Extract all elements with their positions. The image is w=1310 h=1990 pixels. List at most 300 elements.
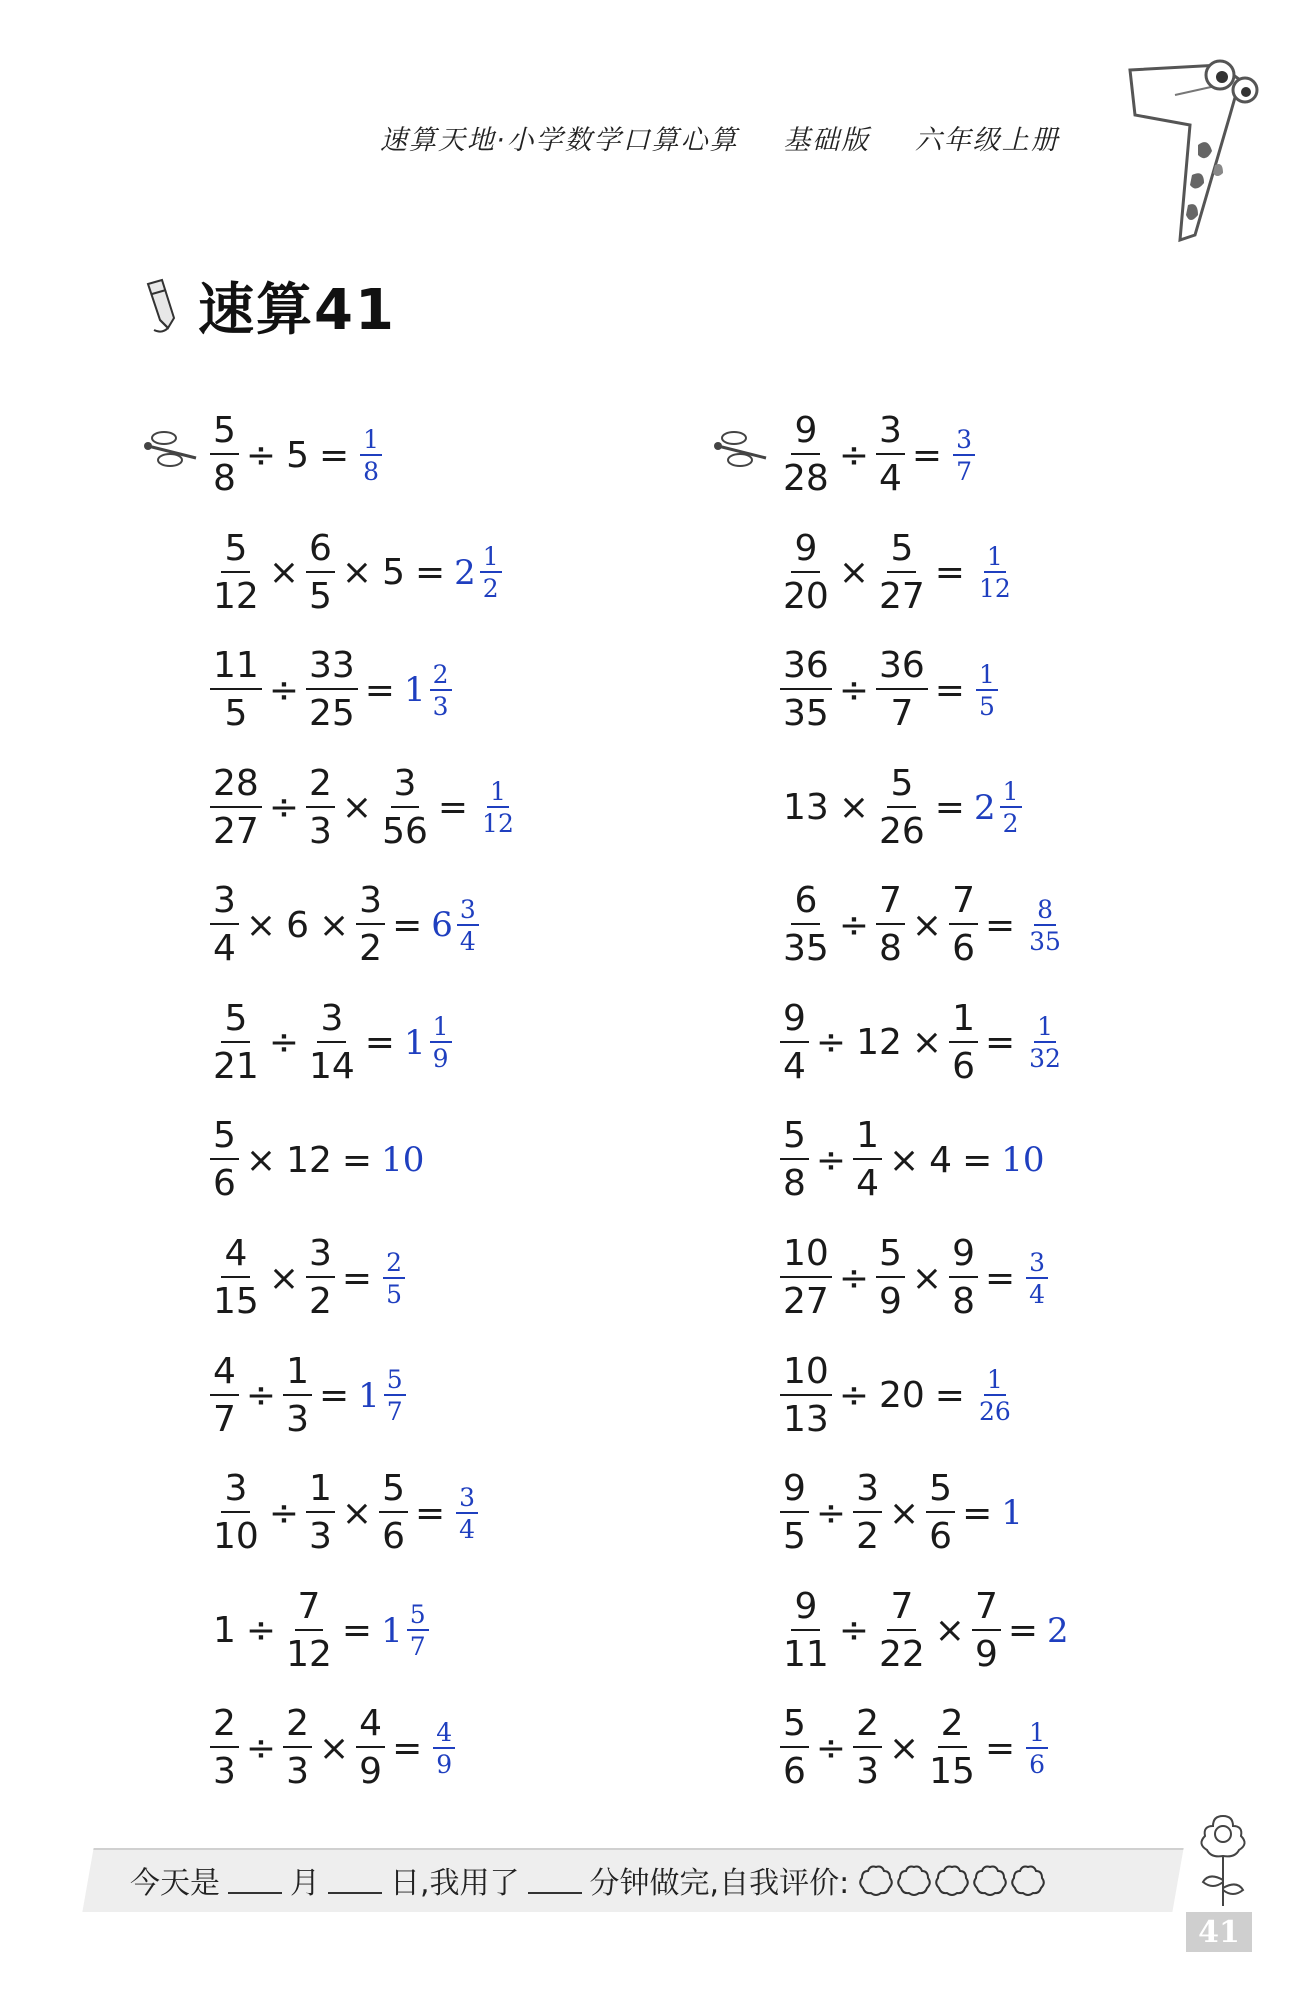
numerator: 9 (791, 531, 820, 573)
fraction (379, 762, 431, 852)
fraction (210, 410, 239, 499)
operator: ÷ (838, 1610, 869, 1652)
fraction (876, 762, 928, 852)
answer (1024, 894, 1066, 956)
operator: ÷ (268, 1022, 299, 1064)
problem-row (208, 753, 519, 863)
numerator: 1 (283, 1354, 312, 1396)
numerator: 5 (926, 1471, 955, 1513)
numerator: 4 (356, 1706, 385, 1748)
answer-fraction (456, 1482, 478, 1544)
operator: = (962, 1139, 993, 1181)
fraction (780, 410, 832, 499)
denominator: 9 (878, 1281, 902, 1323)
footer-month: 月 (290, 1866, 320, 1901)
fraction (949, 880, 978, 970)
answer (973, 777, 1024, 839)
denominator: 9 (436, 1749, 453, 1779)
numerator: 5 (210, 1118, 239, 1160)
operator: ÷ (815, 1727, 847, 1769)
operator: = (437, 787, 469, 829)
operator: = (934, 669, 965, 711)
numerator: 5 (876, 1236, 905, 1278)
denominator: 35 (783, 928, 829, 970)
operator: × (911, 1022, 943, 1064)
numerator: 3 (210, 883, 239, 925)
answer (381, 1247, 407, 1309)
denominator: 6 (952, 928, 975, 970)
fraction (876, 1233, 905, 1323)
denominator: 6 (382, 1516, 405, 1558)
integer: 6 (286, 904, 309, 946)
fraction (356, 880, 385, 970)
footer-day: 日,我用了 (390, 1866, 520, 1901)
denominator: 5 (386, 1279, 402, 1309)
numerator: 36 (780, 648, 832, 690)
integer: 5 (286, 434, 309, 476)
fraction (926, 1468, 955, 1558)
problem-row (778, 635, 1000, 745)
denominator: 3 (308, 1516, 332, 1558)
fraction (210, 1233, 262, 1323)
operator: × (341, 787, 373, 829)
numerator: 7 (295, 1589, 324, 1631)
answer-whole: 1 (403, 670, 426, 711)
denominator: 20 (783, 575, 829, 617)
denominator: 8 (952, 1281, 975, 1323)
answer (403, 659, 454, 721)
numerator: 3 (391, 766, 420, 808)
rating-flower-icon[interactable] (1009, 1863, 1047, 1897)
answer (1024, 1247, 1050, 1309)
denominator: 4 (459, 1514, 476, 1544)
operator: × (341, 552, 373, 594)
integer: 1 (213, 1610, 236, 1652)
operator: × (838, 787, 869, 829)
denominator: 2 (856, 1516, 879, 1558)
numerator: 1 (430, 1014, 452, 1043)
answer-fraction (430, 1012, 452, 1074)
answer (974, 1365, 1016, 1427)
problem-row (208, 1105, 424, 1215)
denominator: 7 (386, 1397, 403, 1427)
operator: = (984, 904, 1016, 946)
denominator: 6 (1029, 1749, 1046, 1779)
numerator: 2 (210, 1706, 239, 1748)
numerator: 1 (1034, 1014, 1056, 1043)
integer: 20 (878, 1375, 925, 1417)
answer-whole: 2 (454, 552, 476, 593)
numerator: 33 (306, 648, 358, 690)
denominator: 9 (974, 1633, 998, 1675)
fraction (876, 410, 905, 499)
numerator: 36 (876, 648, 928, 690)
operator: ÷ (815, 1022, 847, 1064)
denominator: 26 (978, 1397, 1011, 1427)
rating-flower-icon[interactable] (895, 1863, 933, 1897)
operator: ÷ (268, 787, 299, 829)
numerator: 7 (876, 883, 905, 925)
title-area (140, 266, 396, 346)
operator: ÷ (268, 1492, 299, 1534)
denominator: 15 (929, 1751, 975, 1793)
problem-row (208, 1341, 408, 1451)
denominator: 21 (213, 1045, 259, 1087)
denominator: 8 (878, 928, 902, 970)
integer: 4 (929, 1139, 953, 1181)
operator: ÷ (245, 1375, 277, 1417)
answer-fraction (976, 1365, 1014, 1427)
numerator: 5 (221, 1001, 250, 1043)
problem-row (208, 1576, 431, 1686)
fraction (780, 1115, 809, 1205)
problem-row (208, 1693, 457, 1803)
denominator: 15 (213, 1281, 259, 1323)
denominator: 7 (890, 693, 914, 735)
fraction (210, 645, 262, 735)
fraction (949, 997, 978, 1087)
denominator: 7 (409, 1632, 426, 1662)
answer (454, 1482, 480, 1544)
fraction (210, 527, 262, 617)
denominator: 32 (1029, 1044, 1061, 1074)
denominator: 4 (1029, 1279, 1046, 1309)
operator: × (245, 1139, 277, 1181)
operator: = (318, 1375, 350, 1417)
answer-fraction (479, 777, 517, 839)
denominator: 13 (783, 1398, 829, 1440)
denominator: 27 (783, 1281, 829, 1323)
numerator: 3 (317, 1001, 346, 1043)
operator: × (341, 1492, 373, 1534)
answer-fraction (480, 542, 502, 604)
fraction (210, 1350, 239, 1440)
operator: = (1007, 1610, 1039, 1652)
page-number: 41 (1186, 1912, 1252, 1952)
denominator: 3 (213, 1751, 236, 1793)
answer (974, 542, 1016, 604)
operator: = (934, 1375, 965, 1417)
numerator: 9 (780, 1471, 809, 1513)
integer: 13 (783, 787, 829, 829)
answer-fraction (976, 542, 1014, 604)
denominator: 12 (286, 1633, 332, 1675)
answer-fraction (430, 659, 452, 721)
denominator: 26 (878, 810, 925, 852)
numerator: 5 (887, 531, 916, 573)
numerator: 3 (853, 1471, 882, 1513)
answer (951, 424, 977, 486)
operator: = (414, 1492, 446, 1534)
operator: = (341, 1257, 373, 1299)
day-blank[interactable] (328, 1866, 382, 1894)
answer (1024, 1012, 1066, 1074)
problem-row (778, 1341, 1016, 1451)
rating-flower-icon[interactable] (971, 1863, 1009, 1897)
numerator: 6 (306, 531, 335, 573)
operator: ÷ (838, 434, 869, 476)
numerator: 7 (972, 1589, 1001, 1631)
answer-fraction (953, 424, 975, 486)
answer-fraction (457, 894, 479, 956)
operator: ÷ (815, 1139, 847, 1181)
fraction (876, 645, 928, 735)
fraction (306, 645, 358, 735)
rating-flower-icon[interactable] (933, 1863, 971, 1897)
fraction (306, 997, 358, 1087)
numerator: 2 (430, 662, 452, 691)
answer: 10 (381, 1140, 425, 1181)
operator: × (838, 552, 869, 594)
fraction (949, 1233, 978, 1323)
numerator: 4 (221, 1236, 250, 1278)
denominator: 3 (286, 1398, 309, 1440)
denominator: 35 (783, 693, 829, 735)
numerator: 9 (780, 1001, 809, 1043)
dragonfly-icon (140, 424, 200, 474)
operator: × (888, 1492, 920, 1534)
denominator: 2 (482, 574, 499, 604)
operator: ÷ (268, 669, 299, 711)
fraction (780, 880, 832, 970)
fraction (210, 997, 262, 1087)
numerator: 5 (780, 1118, 809, 1160)
denominator: 9 (359, 1751, 383, 1793)
operator: × (888, 1139, 920, 1181)
denominator: 3 (286, 1751, 309, 1793)
problem-row (778, 988, 1066, 1098)
denominator: 5 (224, 693, 248, 735)
fraction (972, 1585, 1001, 1675)
denominator: 4 (459, 926, 476, 956)
fraction (283, 1350, 312, 1440)
operator: = (984, 1257, 1016, 1299)
problem-row (778, 753, 1024, 863)
giraffe-seven-mascot-icon (1120, 45, 1260, 255)
answer-fraction (407, 1600, 429, 1662)
fraction (283, 1703, 312, 1793)
denominator: 27 (213, 810, 259, 852)
answer-whole: 1 (358, 1375, 380, 1416)
denominator: 10 (213, 1516, 259, 1558)
fraction (306, 527, 335, 617)
denominator: 25 (308, 693, 355, 735)
operator: ÷ (815, 1492, 847, 1534)
operator: = (934, 552, 965, 594)
answer (381, 1600, 431, 1662)
denominator: 4 (213, 928, 236, 970)
answer: 10 (1001, 1140, 1045, 1181)
denominator: 3 (856, 1751, 879, 1793)
fraction (780, 1233, 832, 1323)
denominator: 6 (213, 1163, 236, 1205)
problem-row (778, 1458, 1023, 1568)
denominator: 7 (213, 1398, 236, 1440)
answer-fraction (360, 424, 382, 486)
operator: × (888, 1727, 920, 1769)
dragonfly-icon (710, 424, 770, 474)
numerator: 3 (457, 897, 479, 926)
numerator: 1 (487, 779, 509, 808)
integer: 5 (382, 552, 405, 594)
numerator: 5 (407, 1602, 429, 1631)
footer-today: 今天是 (130, 1866, 220, 1901)
answer-fraction (384, 1365, 406, 1427)
operator: = (341, 1610, 373, 1652)
problem-row (208, 1223, 407, 1333)
answer-whole: 1 (403, 1022, 426, 1063)
denominator: 2 (308, 1281, 332, 1323)
operator: = (364, 669, 395, 711)
numerator: 1 (984, 544, 1006, 573)
numerator: 5 (780, 1706, 809, 1748)
operator: × (934, 1610, 965, 1652)
answer (454, 542, 504, 604)
footer-record (130, 1858, 1047, 1902)
numerator: 2 (938, 1706, 967, 1748)
numerator: 3 (953, 427, 975, 456)
numerator: 9 (949, 1236, 978, 1278)
fraction (283, 1585, 335, 1675)
rating-flower-icon[interactable] (857, 1863, 895, 1897)
answer: 1 (1001, 1493, 1023, 1534)
operator: × (911, 1257, 943, 1299)
operator: × (911, 904, 943, 946)
denominator: 2 (1002, 809, 1019, 839)
problem-row (208, 870, 481, 980)
fraction (210, 762, 262, 852)
fraction (780, 1703, 809, 1793)
denominator: 2 (359, 928, 383, 970)
fraction (853, 1115, 882, 1205)
problem-row (778, 1693, 1050, 1803)
numerator: 4 (433, 1720, 455, 1749)
fraction (876, 880, 905, 970)
month-blank[interactable] (228, 1866, 282, 1894)
answer-fraction (1026, 1012, 1064, 1074)
operator: × (245, 904, 277, 946)
numerator: 4 (210, 1354, 239, 1396)
denominator: 5 (783, 1516, 806, 1558)
pencil-icon (140, 276, 184, 336)
operator: = (364, 1022, 395, 1064)
problem-row (778, 518, 1016, 628)
denominator: 7 (956, 456, 972, 486)
numerator: 2 (383, 1250, 405, 1279)
operator: × (268, 1257, 299, 1299)
operator: ÷ (245, 1610, 277, 1652)
numerator: 1 (976, 662, 998, 691)
operator: ÷ (838, 669, 869, 711)
numerator: 3 (1026, 1250, 1048, 1279)
self-rating-flowers (857, 1863, 1047, 1897)
denominator: 5 (308, 575, 332, 617)
denominator: 6 (929, 1516, 953, 1558)
denominator: 28 (783, 458, 829, 499)
answer-fraction (433, 1717, 455, 1779)
denominator: 3 (432, 691, 449, 721)
operator: = (392, 1727, 423, 1769)
answer-whole: 6 (431, 905, 453, 946)
denominator: 4 (878, 458, 902, 499)
operator: = (984, 1727, 1016, 1769)
answer (358, 424, 384, 486)
operator: × (318, 1727, 350, 1769)
numerator: 7 (887, 1589, 916, 1631)
edition-label: 基础版 (783, 125, 871, 156)
answer-fraction (1026, 894, 1064, 956)
denominator: 6 (783, 1751, 806, 1793)
answer-fraction (1000, 777, 1022, 839)
denominator: 4 (856, 1163, 879, 1205)
answer (431, 1717, 457, 1779)
operator: ÷ (838, 904, 869, 946)
numerator: 3 (356, 883, 385, 925)
footer-minutes: 分钟做完,自我评价: (589, 1866, 850, 1901)
answer-fraction (383, 1247, 405, 1309)
operator: ÷ (838, 1257, 869, 1299)
denominator: 8 (213, 458, 236, 499)
answer-fraction (1026, 1717, 1048, 1779)
fraction (780, 997, 809, 1087)
fraction (853, 1468, 882, 1558)
numerator: 11 (210, 648, 262, 690)
numerator: 2 (306, 766, 335, 808)
page-header (380, 118, 1094, 157)
denominator: 56 (382, 810, 428, 852)
denominator: 12 (213, 575, 259, 617)
denominator: 12 (978, 574, 1011, 604)
fraction (780, 1350, 832, 1440)
numerator: 1 (853, 1118, 882, 1160)
problem-row (208, 1458, 480, 1568)
minutes-blank[interactable] (528, 1866, 582, 1894)
answer (358, 1365, 408, 1427)
denominator: 3 (308, 810, 332, 852)
numerator: 1 (480, 544, 502, 573)
operator: = (318, 434, 350, 476)
page-title: 速算41 (198, 278, 396, 343)
numerator: 6 (791, 883, 820, 925)
fraction (356, 1703, 385, 1793)
numerator: 28 (210, 766, 262, 808)
numerator: 3 (456, 1485, 478, 1514)
numerator: 3 (221, 1471, 250, 1513)
numerator: 7 (949, 883, 978, 925)
fraction (306, 762, 335, 852)
denominator: 4 (783, 1045, 806, 1087)
fraction (876, 527, 928, 617)
numerator: 2 (853, 1706, 882, 1748)
flower-decoration-icon (1188, 1810, 1258, 1910)
operator: = (414, 552, 446, 594)
numerator: 1 (1026, 1720, 1048, 1749)
fraction (853, 1703, 882, 1793)
denominator: 27 (878, 575, 925, 617)
numerator: 5 (887, 766, 916, 808)
numerator: 1 (949, 1001, 978, 1043)
denominator: 14 (308, 1045, 355, 1087)
operator: ÷ (838, 1375, 869, 1417)
operator: = (934, 787, 965, 829)
operator: ÷ (245, 434, 277, 476)
fraction (780, 1468, 809, 1558)
answer-whole: 2 (973, 787, 996, 828)
fraction (306, 1233, 335, 1323)
problem-row (778, 1576, 1069, 1686)
problem-row (778, 1223, 1050, 1333)
answer-whole: 1 (381, 1610, 403, 1651)
